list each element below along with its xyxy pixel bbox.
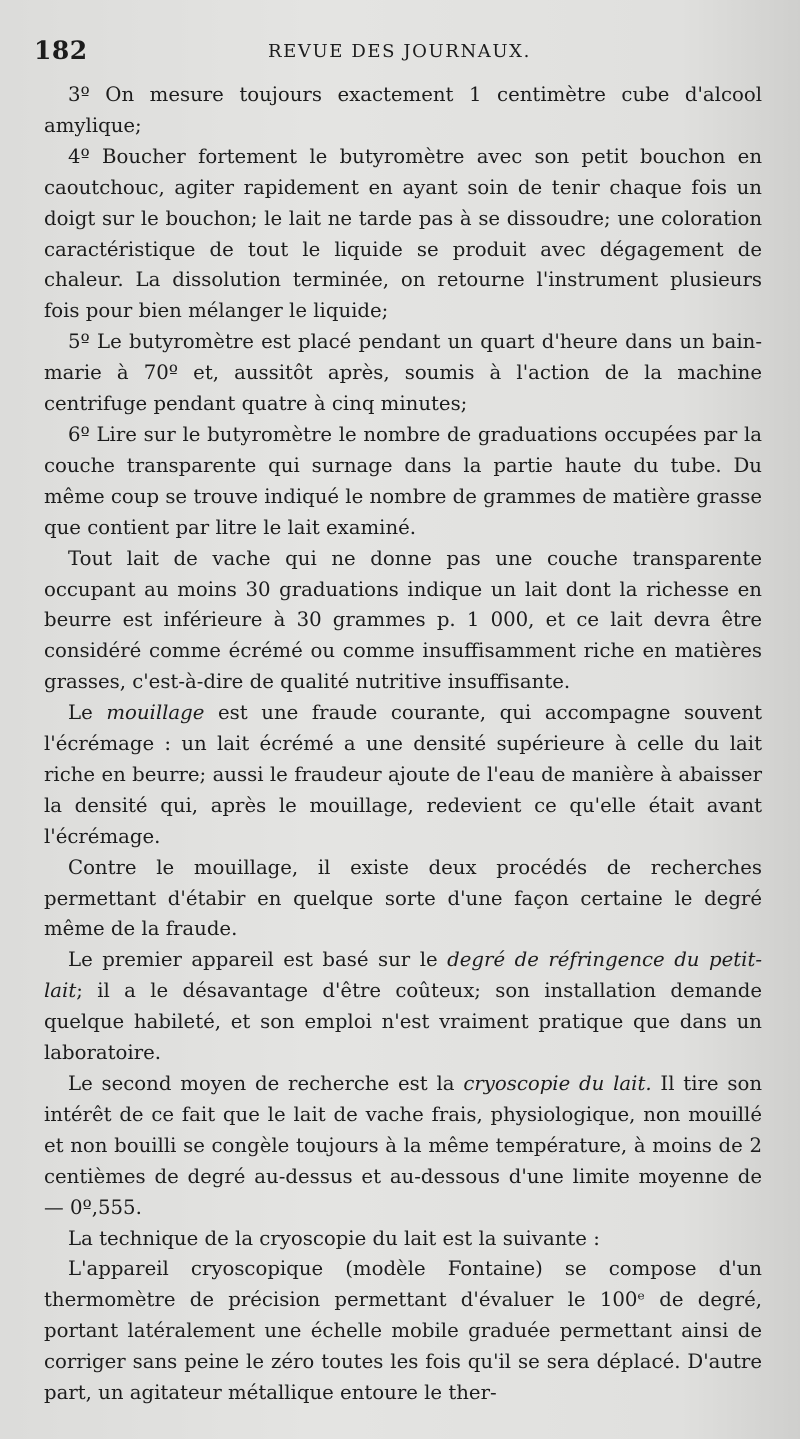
paragraph-step-3	[44, 80, 762, 142]
italic-term: mouillage	[106, 701, 205, 725]
paragraph-mouillage	[44, 698, 762, 853]
paragraph-text: 6º Lire sur le butyromètre le nombre de graduations occupées par la couche transparente qui surnage dans la partie haute du tube. Du même coup se trouve indiqué le nombre de grammes de matière grasse que contient par litre le lait examiné.	[44, 422, 762, 539]
paragraph-two-methods	[44, 853, 762, 946]
paragraph-apparatus	[44, 1254, 762, 1409]
paragraph-text: Le	[68, 701, 107, 725]
paragraph-step-6	[44, 420, 762, 544]
paragraph-skimmed-milk	[44, 544, 762, 699]
paragraph-step-5	[44, 327, 762, 420]
paragraph-text: 4º Boucher fortement le butyromètre avec son petit bouchon en caoutchouc, agiter rapidement en ayant soin de tenir chaque fois un doigt sur le bouchon; le lait ne tarde pas à se dissoudre; une coloration caractéristique de tout le liquide se produit avec dégagement de chaleur. La dissolution terminée, on retourne l'instrument plusieurs fois pour bien mélanger le liquide;	[44, 144, 762, 323]
paragraph-cryoscopy	[44, 1069, 762, 1224]
paragraph-technique	[44, 1224, 762, 1255]
paragraph-text: est une fraude courante, qui accompagne souvent l'écrémage : un lait écrémé a une densité supérieure à celle du lait riche en beurre; aussi le fraudeur ajoute de l'eau de manière à abaisser la densité qui, après le mouillage, redevient ce qu'elle était avant l'écrémage.	[44, 701, 762, 848]
page-number: 182	[34, 36, 88, 65]
paragraph-text: Tout lait de vache qui ne donne pas une couche transparente occupant au moins 30 graduations indique un lait dont la richesse en beurre est inférieure à 30 grammes p. 1 000, et ce lait devra être considéré comme écrémé ou comme insuffisamment riche en matières grasses, c'est-à-dire de qualité nutritive insuffisante.	[44, 546, 762, 694]
paragraph-text: Contre le mouillage, il existe deux procédés de recherches permettant d'étabir en quelque sorte d'une façon certaine le degré même de la fraude.	[44, 855, 762, 941]
body-text	[44, 80, 762, 1409]
running-title: REVUE DES JOURNAUX.	[268, 41, 531, 62]
paragraph-text: Le second moyen de recherche est la	[68, 1072, 464, 1095]
paragraph-refringence	[44, 945, 762, 1069]
italic-term: degré de réfringence du petit-lait	[44, 948, 763, 1003]
page-header	[34, 36, 760, 70]
paragraph-text: La technique de la cryoscopie du lait est la suivante :	[68, 1226, 600, 1250]
paragraph-text: Le premier appareil est basé sur le	[68, 948, 448, 972]
paragraph-text: Il tire son intérêt de ce fait que le lait de vache frais, physiologique, non mouillé et non bouilli se congèle toujours à la même température, à moins de 2 centièmes de degré au-dessus et au-dessous d'une limite moyenne de — 0º,555.	[44, 1072, 762, 1219]
paragraph-step-4	[44, 142, 762, 327]
paragraph-text: L'appareil cryoscopique (modèle Fontaine) se compose d'un thermomètre de précision permettant d'évaluer le 100ᵉ de degré, portant latéralement une échelle mobile graduée permettant ainsi de corriger sans peine le zéro toutes les fois qu'il se sera déplacé. D'autre part, un agitateur métallique entoure le ther-	[44, 1257, 762, 1405]
paragraph-text: 3º On mesure toujours exactement 1 centimètre cube d'alcool amylique;	[44, 83, 762, 137]
italic-term: cryoscopie du lait.	[463, 1072, 652, 1095]
paragraph-text: 5º Le butyromètre est placé pendant un quart d'heure dans un bain-marie à 70º et, aussitôt après, soumis à l'action de la machine centrifuge pendant quatre à cinq minutes;	[44, 330, 762, 416]
paragraph-text: ; il a le désavantage d'être coûteux; son installation demande quelque habileté, et son emploi n'est vraiment pratique que dans un laboratoire.	[44, 979, 762, 1065]
